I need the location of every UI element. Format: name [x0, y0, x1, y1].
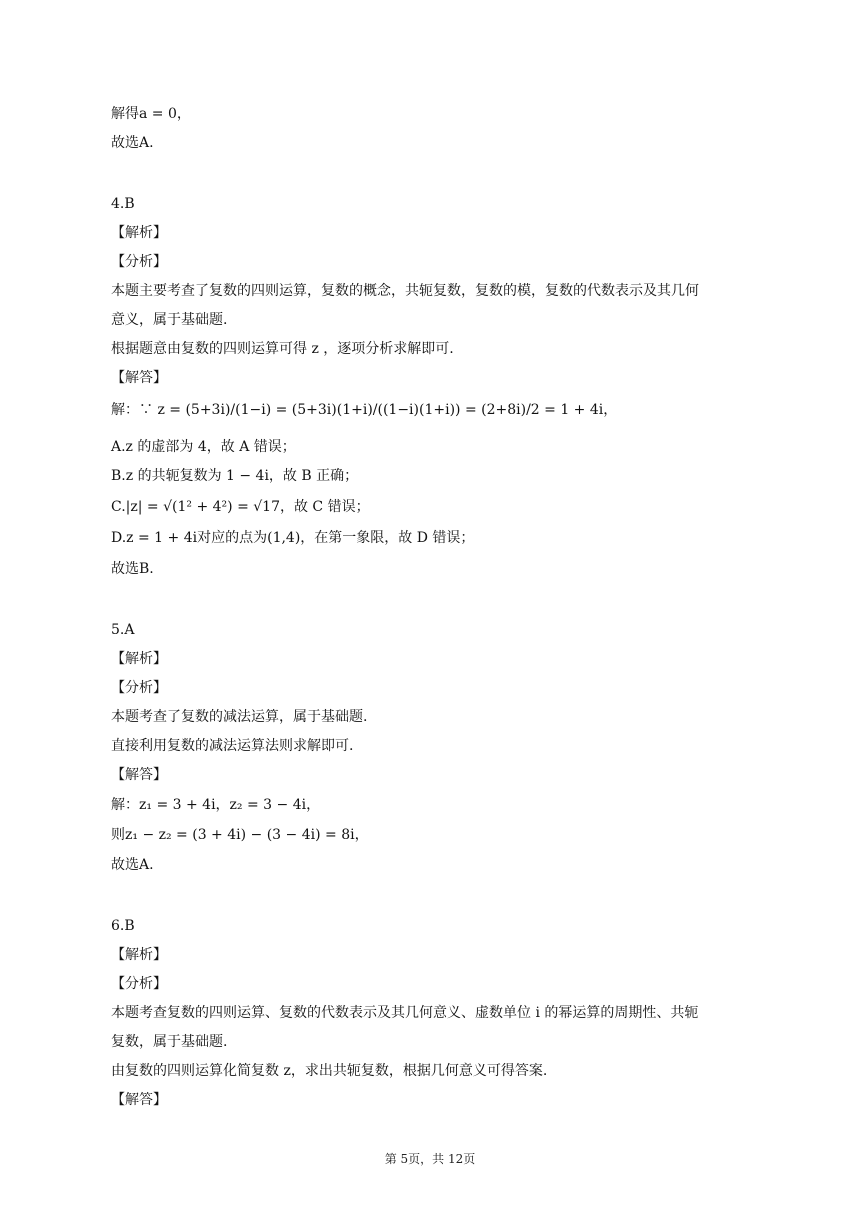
text-line: 故选A. — [111, 135, 154, 151]
text-line: 故选A. — [111, 857, 154, 873]
text-line: 由复数的四则运算化简复数 z，求出共轭复数，根据几何意义可得答案. — [111, 1063, 548, 1079]
text-line: 根据题意由复数的四则运算可得 z ，逐项分析求解即可. — [111, 341, 454, 357]
text-line: 本题考查复数的四则运算、复数的代数表示及其几何意义、虚数单位 i 的幂运算的周期性、共轭 — [111, 1005, 699, 1021]
text-line: 解得a = 0， — [111, 106, 191, 122]
math-line: 解：z₁ = 3 + 4i，z₂ = 3 − 4i， — [111, 797, 321, 813]
question-heading: 5.A — [111, 622, 135, 638]
page-number: 第 5页，共 12页 — [384, 1152, 476, 1166]
text-line: 本题考查了复数的减法运算，属于基础题. — [111, 709, 368, 725]
text-line: 意义，属于基础题. — [111, 312, 228, 328]
math-line: C.|z| = √(1² + 4²) = √17，故 C 错误； — [111, 499, 370, 515]
question-heading: 6.B — [111, 918, 135, 934]
section-label: 【分析】 — [111, 254, 167, 270]
section-label: 【解答】 — [111, 370, 167, 386]
section-label: 【解答】 — [111, 1092, 167, 1108]
section-label: 【解答】 — [111, 767, 167, 783]
text-line: 本题主要考查了复数的四则运算，复数的概念，共轭复数，复数的模，复数的代数表示及其几何 — [111, 283, 699, 299]
section-label: 【分析】 — [111, 680, 167, 696]
text-line: 直接利用复数的减法运算法则求解即可. — [111, 738, 354, 754]
math-line: 解：∵ z = (5+3i)/(1−i) = (5+3i)(1+i)/((1−i)(1+i)) = (2+8i)/2 = 1 + 4i， — [111, 402, 618, 418]
section-label: 【解析】 — [111, 651, 167, 667]
text-line: 复数，属于基础题. — [111, 1034, 228, 1050]
section-label: 【解析】 — [111, 947, 167, 963]
page-footer — [0, 1150, 860, 1167]
math-line: 则z₁ − z₂ = (3 + 4i) − (3 − 4i) = 8i， — [111, 827, 369, 843]
text-line: 故选B. — [111, 561, 154, 577]
question-heading: 4.B — [111, 196, 135, 212]
section-label: 【分析】 — [111, 976, 167, 992]
section-label: 【解析】 — [111, 225, 167, 241]
text-line: B.z 的共轭复数为 1 − 4i，故 B 正确； — [111, 468, 359, 484]
text-line: A.z 的虚部为 4，故 A 错误； — [111, 439, 296, 455]
text-line: D.z = 1 + 4i对应的点为(1,4)，在第一象限，故 D 错误； — [111, 530, 475, 546]
